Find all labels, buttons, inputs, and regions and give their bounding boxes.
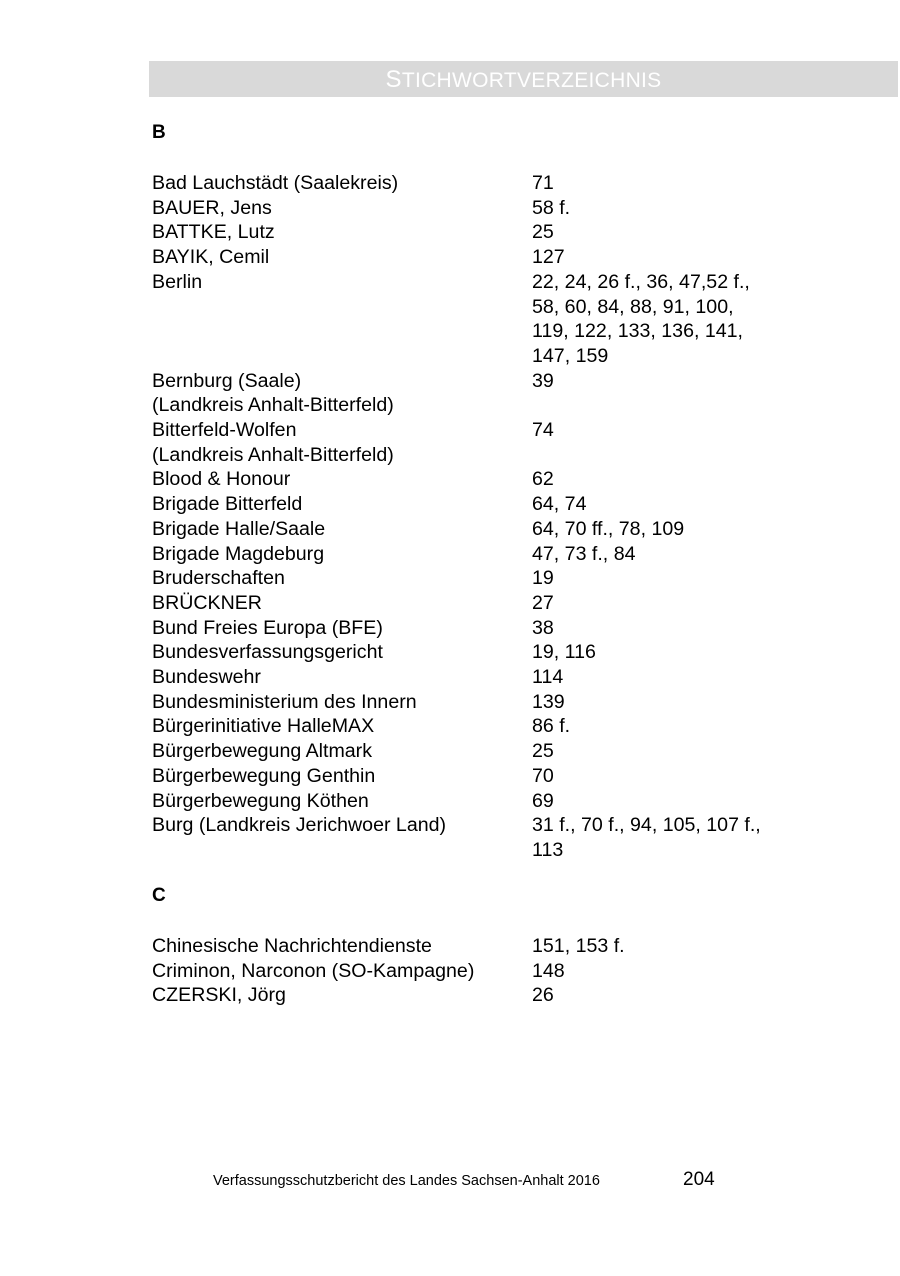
index-pages: 64, 74 [532,493,587,516]
index-pages: 69 [532,789,554,812]
index-entry [152,616,852,641]
index-term: Bürgerbewegung Genthin [152,764,376,787]
index-term: Bürgerinitiative HalleMAX [152,715,375,738]
index-entry [152,665,852,690]
index-term: CZERSKI, Jörg [152,984,286,1007]
index-entry [152,171,852,196]
index-entry [152,245,852,270]
index-pages: 25 [532,221,554,244]
index-pages: 19 [532,567,554,590]
index-term: Bruderschaften [152,567,285,590]
index-term: Bernburg (Saale) (Landkreis Anhalt-Bitterfeld) [152,369,394,417]
index-pages: 64, 70 ff., 78, 109 [532,517,685,540]
index-term: BAYIK, Cemil [152,246,270,269]
index-entry [152,517,852,542]
index-entry [152,690,852,715]
index-entry [152,739,852,764]
footer-text: Verfassungsschutzbericht des Landes Sachsen-Anhalt 2016 [213,1173,600,1189]
index-term: BRÜCKNER [152,591,262,614]
index-entry [152,566,852,591]
index-entry [152,789,852,814]
index-pages: 62 [532,468,554,491]
index-term: Brigade Bitterfeld [152,493,303,516]
index-pages: 25 [532,740,554,763]
index-entry [152,270,852,369]
index-pages: 27 [532,591,554,614]
index-pages: 19, 116 [532,641,596,664]
index-pages: 86 f. [532,715,571,738]
header-title-rest: TICHWORTVERZEICHNIS [401,69,662,92]
index-entry [152,418,852,467]
index-term: Bürgerbewegung Altmark [152,740,373,763]
index-term: Brigade Halle/Saale [152,517,326,540]
index-pages: 70 [532,764,554,787]
index-entry [152,813,852,862]
index-entry [152,369,852,418]
index-pages: 38 [532,616,554,639]
header-title-initial: S [385,66,402,93]
index-term: Bundesverfassungsgericht [152,641,383,664]
section-letter-b: B [152,122,166,143]
index-term: Bund Freies Europa (BFE) [152,616,383,639]
index-entry [152,542,852,567]
index-term: Bitterfeld-Wolfen (Landkreis Anhalt-Bitterfeld) [152,419,394,466]
page-number: 204 [683,1169,715,1190]
index-pages: 39 [532,369,554,392]
index-term: Bad Lauchstädt (Saalekreis) [152,172,399,194]
index-pages: 74 [532,419,554,442]
index-entry [152,764,852,789]
index-pages: 47, 73 f., 84 [532,542,636,565]
index-term: Bundeswehr [152,666,261,689]
index-pages: 114 [532,666,564,689]
index-term: Chinesische Nachrichtendienste [152,935,432,957]
index-entry [152,714,852,739]
index-pages: 148 [532,959,565,982]
index-term: Burg (Landkreis Jerichwoer Land) [152,814,447,837]
index-term: Criminon, Narconon (SO-Kampagne) [152,959,475,982]
index-pages: 139 [532,690,565,713]
index-entries-b [152,171,852,863]
index-entry [152,959,852,984]
index-entries-c [152,934,852,1008]
index-term: BATTKE, Lutz [152,221,275,244]
index-pages: 127 [532,246,565,269]
index-pages: 22, 24, 26 f., 36, 47,52 f., 58, 60, 84, 88, 91, 100, 119, 122, 133, 136, 141, 147, 159 [532,270,750,367]
index-term: Brigade Magdeburg [152,542,325,565]
index-term: Bundesministerium des Innern [152,690,417,713]
index-term: BAUER, Jens [152,196,272,219]
index-term: Berlin [152,270,203,293]
index-pages: 26 [532,984,554,1007]
index-entry [152,492,852,517]
index-entry [152,934,852,959]
index-pages: 71 [532,172,554,194]
index-entry [152,196,852,221]
section-header [149,61,898,97]
index-entry [152,983,852,1008]
section-letter-c: C [152,885,166,906]
index-entry [152,467,852,492]
index-pages: 58 f. [532,196,571,219]
index-entry [152,640,852,665]
index-term: Bürgerbewegung Köthen [152,789,369,812]
index-entry [152,220,852,245]
index-pages: 31 f., 70 f., 94, 105, 107 f., 113 [532,814,761,861]
index-entry [152,591,852,616]
index-pages: 151, 153 f. [532,935,625,957]
index-term: Blood & Honour [152,468,291,491]
